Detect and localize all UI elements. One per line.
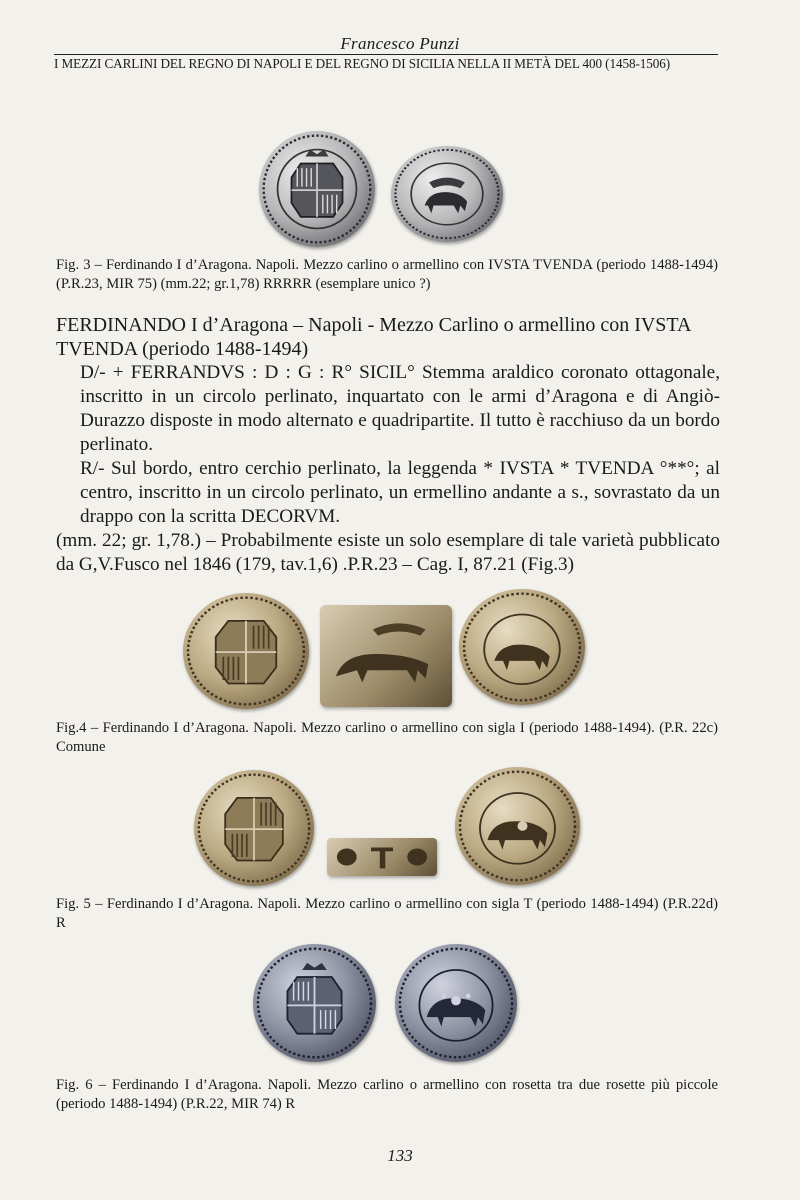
fig6-reverse-coin-image bbox=[395, 944, 517, 1062]
entry-reverse-description: R/- Sul bordo, entro cerchio perlinato, la leggenda * IVSTA * TVENDA °**°; al centro, inscritto in un circolo perlinato, un ermellino andante a s., sovrastato da un drappo con la scritta DECORVM. bbox=[80, 458, 720, 527]
fig6-caption: Fig. 6 – Ferdinando I d’Aragona. Napoli. Mezzo carlino o armellino con rosetta tra due rosette più piccole (periodo 1488-1494) (P.R.22, MIR 74) R bbox=[56, 1077, 718, 1112]
fig5-caption: Fig. 5 – Ferdinando I d’Aragona. Napoli. Mezzo carlino o armellino con sigla T (periodo 1488-1494) (P.R.22d) R bbox=[56, 896, 718, 931]
fig3-obverse-coin-image bbox=[259, 131, 375, 247]
fig6-obverse-coin-image bbox=[253, 944, 376, 1062]
fig3-caption: Fig. 3 – Ferdinando I d’Aragona. Napoli. Mezzo carlino o armellino con IVSTA TVENDA (periodo 1488-1494) (P.R.23, MIR 75) (mm.22; gr.1,78) RRRRR (esemplare unico ?) bbox=[56, 257, 718, 292]
page-number: 133 bbox=[387, 1146, 413, 1165]
fig4-caption: Fig.4 – Ferdinando I d’Aragona. Napoli. Mezzo carlino o armellino con sigla I (periodo 1488-1494). (P.R. 22c) Comune bbox=[56, 720, 718, 755]
fig5-reverse-coin-image bbox=[455, 767, 580, 885]
fig4-obverse-coin-image bbox=[183, 593, 309, 709]
fig4-reverse-coin-image bbox=[459, 589, 585, 705]
fig4-detail-image bbox=[320, 605, 452, 707]
fig5-detail-image bbox=[327, 838, 437, 876]
fig5-obverse-coin-image bbox=[194, 770, 314, 886]
fig3-reverse-coin-image bbox=[391, 146, 503, 242]
header-rule bbox=[54, 54, 718, 55]
entry-notes: (mm. 22; gr. 1,78.) – Probabilmente esiste un solo esemplare di tale varietà pubblicato da G,V.Fusco nel 1846 (179, tav.1,6) .P.R.23 – Cag. I, 87.21 (Fig.3) bbox=[56, 530, 720, 575]
running-header-title: I MEZZI CARLINI DEL REGNO DI NAPOLI E DEL REGNO DI SICILIA NELLA II METÀ DEL 400 (1458-1506) bbox=[54, 56, 671, 71]
running-header-author: Francesco Punzi bbox=[340, 34, 460, 53]
entry-title: FERDINANDO I d’Aragona – Napoli - Mezzo Carlino o armellino con IVSTA TVENDA (periodo 1488-1494) bbox=[56, 314, 691, 360]
entry-obverse-description: D/- + FERRANDVS : D : G : R° SICIL° Stemma araldico coronato ottagonale, inscritto in un circolo perlinato, inquartato con le armi d’Aragona e di Angiò-Durazzo disposte in modo alternato e quadripartite. Il tutto è racchiuso da un bordo perlinato. bbox=[80, 362, 720, 455]
